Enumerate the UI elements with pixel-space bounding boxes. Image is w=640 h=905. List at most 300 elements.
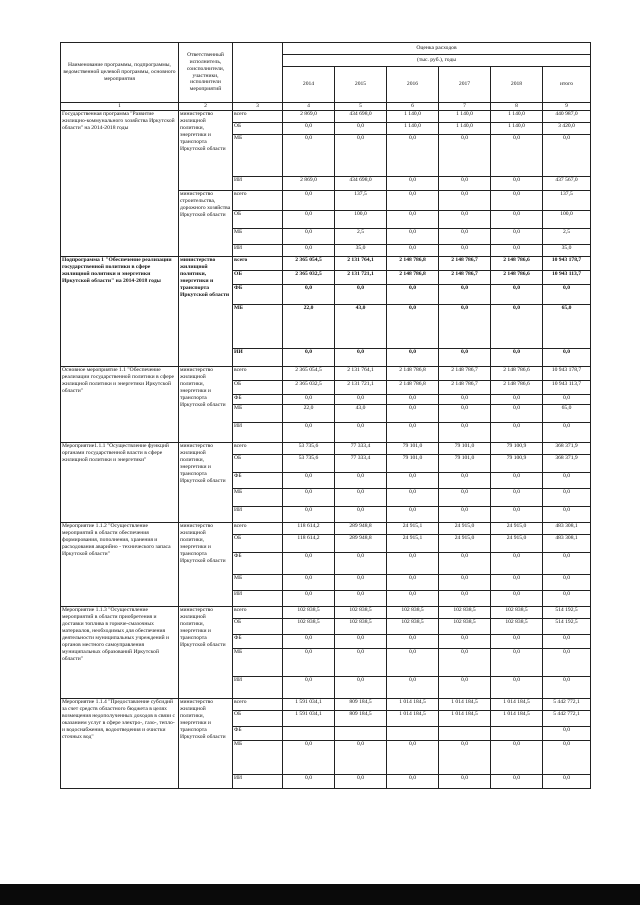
year-value-cell: 118 614,2 <box>283 535 335 553</box>
year-value-cell: 0,0 <box>387 405 439 423</box>
year-value-cell: 0,0 <box>387 553 439 575</box>
year-value-cell: 0,0 <box>283 635 335 649</box>
funding-source-cell: всего <box>233 257 283 271</box>
program-name-cell: Мероприятие 1.1.2 "Осуществление мероприятий в области обеспечения формирования, пополнения, хранения и расходования аварийно - технического запаса Иркутской области" <box>61 523 179 607</box>
total-value-cell: 0,0 <box>543 135 591 177</box>
year-value-cell: 0,0 <box>335 775 387 789</box>
program-name-cell: Государственная программа "Развитие жилищно-коммунального хозяйства Иркутской области" на 2014-2018 годы <box>61 111 179 257</box>
year-value-cell: 0,0 <box>283 553 335 575</box>
total-value-cell: 0,0 <box>543 395 591 405</box>
year-value-cell: 2 131 721,1 <box>335 381 387 395</box>
year-value-cell: 43,0 <box>335 305 387 349</box>
year-value-cell: 0,0 <box>387 177 439 191</box>
funding-source-cell: всего <box>233 367 283 381</box>
year-value-cell: 1 014 184,5 <box>387 711 439 727</box>
year-value-cell: 0,0 <box>335 123 387 135</box>
year-value-cell: 53 735,6 <box>283 455 335 473</box>
column-number: 1 <box>61 103 179 111</box>
year-value-cell: 2 148 786,6 <box>491 271 543 285</box>
year-value-cell: 2 365 032,5 <box>283 271 335 285</box>
year-value-cell: 0,0 <box>387 423 439 443</box>
total-value-cell: 5 442 772,1 <box>543 699 591 711</box>
year-value-cell: 0,0 <box>439 507 491 523</box>
year-value-cell: 2 131 764,1 <box>335 257 387 271</box>
year-value-cell: 2 148 786,8 <box>387 381 439 395</box>
year-value-cell: 79 101,0 <box>439 443 491 455</box>
year-value-cell: 2 148 786,7 <box>439 367 491 381</box>
year-value-cell: 0,0 <box>283 591 335 607</box>
year-value-cell: 0,0 <box>491 473 543 489</box>
year-value-cell: 0,0 <box>335 423 387 443</box>
responsible-column-header: Ответственный исполнитель, соисполнители, участники, исполнители мероприятий <box>179 43 233 103</box>
year-value-cell: 102 838,5 <box>439 619 491 635</box>
year-value-cell: 0,0 <box>335 591 387 607</box>
total-value-cell: 368 371,9 <box>543 443 591 455</box>
year-value-cell: 2 131 764,1 <box>335 367 387 381</box>
year-value-cell: 0,0 <box>283 575 335 591</box>
year-value-cell: 0,0 <box>283 423 335 443</box>
year-value-cell: 0,0 <box>439 135 491 177</box>
year-value-cell: 0,0 <box>387 349 439 367</box>
funding-source-cell: МБ <box>233 135 283 177</box>
year-value-cell: 0,0 <box>439 591 491 607</box>
year-value-cell: 22,0 <box>283 405 335 423</box>
total-value-cell: 0,0 <box>543 649 591 677</box>
year-value-cell: 0,0 <box>387 591 439 607</box>
year-value-cell: 0,0 <box>439 245 491 257</box>
year-value-cell: 102 838,5 <box>335 619 387 635</box>
year-value-cell: 0,0 <box>439 635 491 649</box>
funding-source-cell: всего <box>233 607 283 619</box>
source-column-header <box>233 43 283 103</box>
year-value-cell <box>283 727 335 741</box>
funding-source-cell: МБ <box>233 405 283 423</box>
year-value-cell: 1 140,0 <box>491 123 543 135</box>
program-name-cell: Подпрограмма 1 "Обеспечение реализации государственной политики в сфере жилищной политики и энергетики Иркутской области" на 2014-2018 годы <box>61 257 179 367</box>
funding-source-cell: ОБ <box>233 711 283 727</box>
funding-source-cell: ОБ <box>233 211 283 229</box>
funding-source-cell: всего <box>233 111 283 123</box>
year-value-cell: 0,0 <box>387 211 439 229</box>
responsible-cell: министерство жилищной политики, энергетики и транспорта Иркутской области <box>179 257 233 367</box>
year-value-cell: 0,0 <box>491 741 543 775</box>
column-number: 2 <box>179 103 233 111</box>
year-value-cell: 0,0 <box>335 135 387 177</box>
funding-source-cell: МБ <box>233 575 283 591</box>
funding-source-cell: ФБ <box>233 553 283 575</box>
year-value-cell: 0,0 <box>491 177 543 191</box>
year-value-cell: 0,0 <box>335 635 387 649</box>
responsible-cell: министерство строительства, дорожного хозяйства Иркутской области <box>179 191 233 257</box>
year-value-cell: 1 140,0 <box>491 111 543 123</box>
year-value-cell: 0,0 <box>491 489 543 507</box>
funding-source-cell: ИИ <box>233 775 283 789</box>
table-row <box>61 257 591 271</box>
year-value-cell: 2 365 054,5 <box>283 257 335 271</box>
year-value-cell: 434 698,0 <box>335 177 387 191</box>
year-value-cell: 0,0 <box>439 775 491 789</box>
year-value-cell: 0,0 <box>283 649 335 677</box>
year-value-cell: 809 184,5 <box>335 699 387 711</box>
year-value-cell: 0,0 <box>439 349 491 367</box>
year-value-cell: 0,0 <box>283 489 335 507</box>
total-header: итого <box>543 67 591 103</box>
year-value-cell: 2 869,0 <box>283 177 335 191</box>
year-value-cell: 0,0 <box>283 775 335 789</box>
total-value-cell: 137,5 <box>543 191 591 211</box>
total-value-cell: 0,0 <box>543 775 591 789</box>
year-header: 2016 <box>387 67 439 103</box>
year-value-cell: 289 948,8 <box>335 523 387 535</box>
year-value-cell: 0,0 <box>491 349 543 367</box>
responsible-cell: министерство жилищной политики, энергетики и транспорта Иркутской области <box>179 443 233 523</box>
year-value-cell: 2 148 786,7 <box>439 381 491 395</box>
year-value-cell: 0,0 <box>491 591 543 607</box>
funding-source-cell: ОБ <box>233 619 283 635</box>
year-value-cell: 0,0 <box>335 395 387 405</box>
total-value-cell: 0,0 <box>543 677 591 699</box>
year-value-cell: 102 838,5 <box>491 607 543 619</box>
total-value-cell: 65,0 <box>543 405 591 423</box>
funding-source-cell: ИИ <box>233 349 283 367</box>
total-value-cell: 0,0 <box>543 489 591 507</box>
year-value-cell: 1 014 184,5 <box>387 699 439 711</box>
total-value-cell: 2,5 <box>543 229 591 245</box>
total-value-cell: 0,0 <box>543 349 591 367</box>
year-value-cell: 0,0 <box>439 395 491 405</box>
year-value-cell: 0,0 <box>491 775 543 789</box>
year-value-cell <box>439 727 491 741</box>
year-value-cell: 0,0 <box>439 741 491 775</box>
year-value-cell: 0,0 <box>439 305 491 349</box>
year-value-cell: 1 140,0 <box>439 111 491 123</box>
year-value-cell: 0,0 <box>387 677 439 699</box>
year-value-cell: 0,0 <box>491 423 543 443</box>
year-value-cell: 24 915,0 <box>439 523 491 535</box>
year-value-cell: 0,0 <box>491 245 543 257</box>
total-value-cell: 3 420,0 <box>543 123 591 135</box>
year-value-cell: 137,5 <box>335 191 387 211</box>
year-value-cell: 0,0 <box>491 507 543 523</box>
year-value-cell: 53 735,6 <box>283 443 335 455</box>
estimate-unit: (тыс. руб.), годы <box>283 55 591 67</box>
total-value-cell: 0,0 <box>543 741 591 775</box>
year-value-cell: 0,0 <box>387 135 439 177</box>
year-value-cell: 809 184,5 <box>335 711 387 727</box>
total-value-cell: 483 308,1 <box>543 535 591 553</box>
column-number: 3 <box>233 103 283 111</box>
year-value-cell: 0,0 <box>335 575 387 591</box>
funding-source-cell: всего <box>233 699 283 711</box>
column-number: 4 <box>283 103 335 111</box>
year-value-cell: 2 131 721,1 <box>335 271 387 285</box>
total-value-cell: 0,0 <box>543 575 591 591</box>
year-value-cell: 24 915,0 <box>439 535 491 553</box>
estimate-title: Оценка расходов <box>283 43 591 55</box>
year-value-cell: 0,0 <box>387 575 439 591</box>
total-value-cell: 100,0 <box>543 211 591 229</box>
year-value-cell: 0,0 <box>439 229 491 245</box>
funding-source-cell: всего <box>233 191 283 211</box>
year-value-cell: 2 148 786,7 <box>439 271 491 285</box>
year-value-cell: 1 014 184,5 <box>491 711 543 727</box>
year-value-cell: 35,0 <box>335 245 387 257</box>
year-value-cell: 79 101,0 <box>387 455 439 473</box>
year-value-cell: 0,0 <box>387 489 439 507</box>
funding-source-cell: ФБ <box>233 727 283 741</box>
table-row <box>61 111 591 123</box>
funding-source-cell: МБ <box>233 649 283 677</box>
year-value-cell: 0,0 <box>283 211 335 229</box>
year-value-cell: 0,0 <box>387 775 439 789</box>
funding-source-cell: ФБ <box>233 395 283 405</box>
year-header: 2018 <box>491 67 543 103</box>
total-value-cell: 10 943 178,7 <box>543 257 591 271</box>
year-value-cell: 0,0 <box>335 489 387 507</box>
year-value-cell: 0,0 <box>283 507 335 523</box>
funding-source-cell: ИИ <box>233 677 283 699</box>
expenditure-table <box>60 42 591 789</box>
year-value-cell: 100,0 <box>335 211 387 229</box>
year-value-cell: 0,0 <box>335 649 387 677</box>
responsible-cell: министерство жилищной политики, энергетики и транспорта Иркутской области <box>179 367 233 443</box>
total-value-cell: 440 987,0 <box>543 111 591 123</box>
year-value-cell: 0,0 <box>387 635 439 649</box>
year-value-cell: 22,0 <box>283 305 335 349</box>
funding-source-cell: МБ <box>233 229 283 245</box>
year-value-cell: 0,0 <box>283 285 335 305</box>
funding-source-cell: ОБ <box>233 535 283 553</box>
total-value-cell: 10 943 113,7 <box>543 271 591 285</box>
year-value-cell: 0,0 <box>491 575 543 591</box>
funding-source-cell: ФБ <box>233 285 283 305</box>
year-value-cell: 1 140,0 <box>439 123 491 135</box>
funding-source-cell: ОБ <box>233 271 283 285</box>
total-value-cell: 0,0 <box>543 727 591 741</box>
year-value-cell: 2 365 032,5 <box>283 381 335 395</box>
year-value-cell: 289 948,8 <box>335 535 387 553</box>
year-value-cell: 0,0 <box>335 741 387 775</box>
year-value-cell <box>387 727 439 741</box>
year-header: 2014 <box>283 67 335 103</box>
year-value-cell: 0,0 <box>491 635 543 649</box>
column-number: 7 <box>439 103 491 111</box>
year-value-cell: 0,0 <box>283 135 335 177</box>
year-value-cell: 24 915,1 <box>387 523 439 535</box>
responsible-cell: министерство жилищной политики, энергетики и транспорта Иркутской области <box>179 111 233 191</box>
year-value-cell: 0,0 <box>491 135 543 177</box>
year-header: 2017 <box>439 67 491 103</box>
year-value-cell <box>335 727 387 741</box>
funding-source-cell: МБ <box>233 305 283 349</box>
year-value-cell: 0,0 <box>387 191 439 211</box>
total-value-cell: 0,0 <box>543 423 591 443</box>
year-value-cell: 2 365 054,5 <box>283 367 335 381</box>
responsible-cell: министерство жилищной политики, энергетики и транспорта Иркутской области <box>179 699 233 789</box>
year-value-cell: 1 014 184,5 <box>439 711 491 727</box>
total-value-cell: 0,0 <box>543 591 591 607</box>
year-value-cell: 0,0 <box>491 649 543 677</box>
year-value-cell: 24 915,0 <box>491 535 543 553</box>
funding-source-cell: ИИ <box>233 177 283 191</box>
year-value-cell: 0,0 <box>491 211 543 229</box>
year-value-cell: 0,0 <box>387 473 439 489</box>
year-value-cell: 0,0 <box>439 211 491 229</box>
year-value-cell: 0,0 <box>387 305 439 349</box>
year-value-cell: 0,0 <box>283 473 335 489</box>
year-value-cell: 434 698,0 <box>335 111 387 123</box>
year-value-cell: 0,0 <box>439 649 491 677</box>
table-row <box>61 523 591 535</box>
year-value-cell: 0,0 <box>439 489 491 507</box>
total-value-cell: 483 308,1 <box>543 523 591 535</box>
year-value-cell: 0,0 <box>283 741 335 775</box>
responsible-cell: министерство жилищной политики, энергетики и транспорта Иркутской области <box>179 523 233 607</box>
year-value-cell: 118 614,2 <box>283 523 335 535</box>
program-name-cell: Мероприятие1.1.1 "Осуществление функций органами государственной власти в сфере жилищной политики и энергетики" <box>61 443 179 523</box>
year-value-cell: 102 838,5 <box>387 619 439 635</box>
funding-source-cell: ОБ <box>233 455 283 473</box>
year-value-cell: 0,0 <box>439 677 491 699</box>
year-value-cell: 79 101,0 <box>439 455 491 473</box>
funding-source-cell: ОБ <box>233 381 283 395</box>
column-number: 5 <box>335 103 387 111</box>
year-value-cell: 0,0 <box>283 245 335 257</box>
year-value-cell: 2,5 <box>335 229 387 245</box>
program-name-cell: Мероприятие 1.1.4 "Предоставление субсидий за счет средств областного бюджета в целях возмещения недополученных доходов в связи с оказанием услуг в сфере электро-, газо-, тепло- и водоснабжения, водоотведения и очистки сточных вод" <box>61 699 179 789</box>
year-value-cell: 2 148 786,6 <box>491 381 543 395</box>
table-row <box>61 367 591 381</box>
total-value-cell: 514 192,5 <box>543 607 591 619</box>
year-value-cell: 0,0 <box>439 285 491 305</box>
year-value-cell: 0,0 <box>387 741 439 775</box>
total-value-cell: 0,0 <box>543 507 591 523</box>
year-value-cell: 2 869,0 <box>283 111 335 123</box>
total-value-cell: 35,0 <box>543 245 591 257</box>
year-value-cell: 79 100,9 <box>491 455 543 473</box>
year-value-cell: 0,0 <box>335 285 387 305</box>
year-value-cell <box>491 727 543 741</box>
year-value-cell: 79 101,0 <box>387 443 439 455</box>
year-value-cell: 0,0 <box>387 649 439 677</box>
total-value-cell: 0,0 <box>543 553 591 575</box>
funding-source-cell: ИИ <box>233 591 283 607</box>
year-value-cell: 0,0 <box>335 677 387 699</box>
total-value-cell: 65,0 <box>543 305 591 349</box>
year-value-cell: 77 333,4 <box>335 455 387 473</box>
year-value-cell: 0,0 <box>283 191 335 211</box>
funding-source-cell: ФБ <box>233 473 283 489</box>
funding-source-cell: ИИ <box>233 245 283 257</box>
year-value-cell: 102 838,5 <box>283 619 335 635</box>
total-value-cell: 437 567,0 <box>543 177 591 191</box>
year-value-cell: 0,0 <box>387 245 439 257</box>
year-value-cell: 1 591 034,1 <box>283 699 335 711</box>
year-value-cell: 0,0 <box>283 395 335 405</box>
year-value-cell: 1 014 184,5 <box>491 699 543 711</box>
year-value-cell: 0,0 <box>491 677 543 699</box>
total-value-cell: 368 371,9 <box>543 455 591 473</box>
column-number: 9 <box>543 103 591 111</box>
scan-border-bar <box>0 884 640 905</box>
year-value-cell: 0,0 <box>491 229 543 245</box>
year-value-cell: 0,0 <box>335 553 387 575</box>
funding-source-cell: ИИ <box>233 423 283 443</box>
year-value-cell: 0,0 <box>491 305 543 349</box>
year-value-cell: 0,0 <box>491 285 543 305</box>
year-value-cell: 102 838,5 <box>439 607 491 619</box>
year-value-cell: 77 333,4 <box>335 443 387 455</box>
year-value-cell: 1 140,0 <box>387 123 439 135</box>
total-value-cell: 10 943 178,7 <box>543 367 591 381</box>
year-value-cell: 0,0 <box>283 123 335 135</box>
year-header: 2015 <box>335 67 387 103</box>
year-value-cell: 0,0 <box>335 473 387 489</box>
year-value-cell: 0,0 <box>387 395 439 405</box>
funding-source-cell: всего <box>233 523 283 535</box>
year-value-cell: 102 838,5 <box>387 607 439 619</box>
year-value-cell: 2 148 786,8 <box>387 257 439 271</box>
year-value-cell: 0,0 <box>335 507 387 523</box>
funding-source-cell: МБ <box>233 741 283 775</box>
program-name-cell: Мероприятие 1.1.3 "Осуществление мероприятий в области приобретения и доставки топлива в горюче-смазочных материалов, необходимых для обеспечения деятельности муниципальных учреждений и органов местного самоуправления муниципальных образований Иркутской области" <box>61 607 179 699</box>
year-value-cell: 102 838,5 <box>283 607 335 619</box>
funding-source-cell: всего <box>233 443 283 455</box>
year-value-cell: 0,0 <box>283 229 335 245</box>
funding-source-cell: ИИ <box>233 507 283 523</box>
table-row <box>61 443 591 455</box>
year-value-cell: 0,0 <box>283 677 335 699</box>
year-value-cell: 0,0 <box>387 507 439 523</box>
column-number: 8 <box>491 103 543 111</box>
funding-source-cell: ОБ <box>233 123 283 135</box>
funding-source-cell: МБ <box>233 489 283 507</box>
year-value-cell: 0,0 <box>283 349 335 367</box>
year-value-cell: 102 838,5 <box>491 619 543 635</box>
table-row <box>61 699 591 711</box>
year-value-cell: 0,0 <box>491 191 543 211</box>
year-value-cell: 0,0 <box>387 285 439 305</box>
year-value-cell: 0,0 <box>491 553 543 575</box>
year-value-cell: 0,0 <box>439 423 491 443</box>
funding-source-cell: ФБ <box>233 635 283 649</box>
year-value-cell: 0,0 <box>335 349 387 367</box>
year-value-cell: 0,0 <box>439 405 491 423</box>
year-value-cell: 0,0 <box>439 473 491 489</box>
year-value-cell: 1 140,0 <box>387 111 439 123</box>
responsible-cell: министерство жилищной политики, энергетики и транспорта Иркутской области <box>179 607 233 699</box>
year-value-cell: 24 915,1 <box>387 535 439 553</box>
program-name-cell: Основное мероприятие 1.1 "Обеспечение реализации государственной политики в сфере жилищной политики и энергетики Иркутской области" <box>61 367 179 443</box>
year-value-cell: 79 100,9 <box>491 443 543 455</box>
year-value-cell: 0,0 <box>439 177 491 191</box>
year-value-cell: 0,0 <box>439 553 491 575</box>
table-row <box>61 607 591 619</box>
year-value-cell: 2 148 786,8 <box>387 271 439 285</box>
total-value-cell: 0,0 <box>543 473 591 489</box>
year-value-cell: 2 148 786,8 <box>387 367 439 381</box>
total-value-cell: 10 943 113,7 <box>543 381 591 395</box>
year-value-cell: 43,0 <box>335 405 387 423</box>
year-value-cell: 2 148 786,6 <box>491 367 543 381</box>
program-column-header: Наименование программы, подпрограммы, ведомственной целевой программы, основного мероприятия <box>61 43 179 103</box>
year-value-cell: 2 148 786,6 <box>491 257 543 271</box>
year-value-cell: 1 014 184,5 <box>439 699 491 711</box>
year-value-cell: 0,0 <box>387 229 439 245</box>
year-value-cell: 0,0 <box>439 191 491 211</box>
year-value-cell: 24 915,0 <box>491 523 543 535</box>
total-value-cell: 514 192,5 <box>543 619 591 635</box>
